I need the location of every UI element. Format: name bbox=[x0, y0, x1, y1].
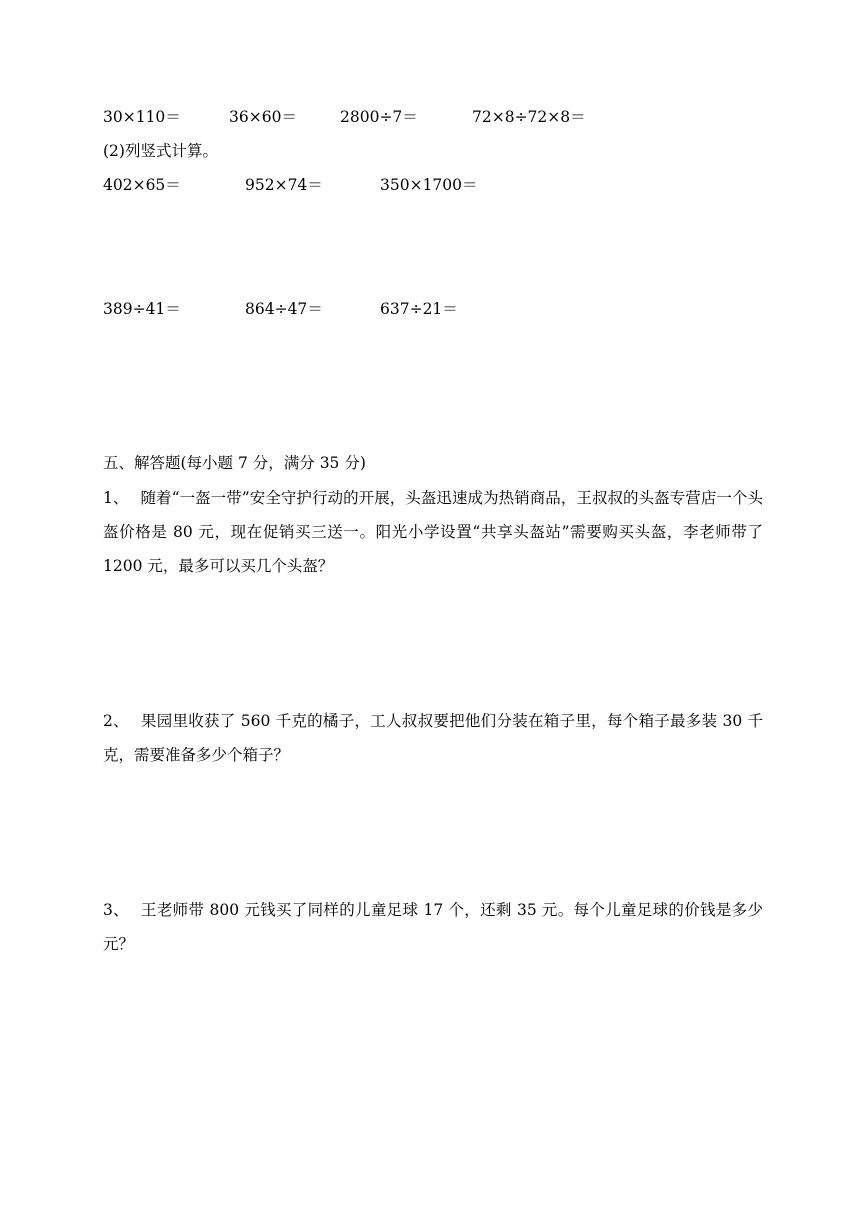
problem-3-number: 3、 bbox=[103, 901, 129, 919]
vertical-item-4: 389÷41＝ bbox=[103, 300, 181, 318]
oral-item-4: 72×8÷72×8＝ bbox=[472, 108, 586, 126]
problem-1 bbox=[103, 481, 763, 583]
section-5-heading: 五、解答题(每小题 7 分，满分 35 分) bbox=[103, 454, 366, 472]
problem-2-number: 2、 bbox=[103, 712, 129, 730]
vertical-item-1: 402×65＝ bbox=[103, 176, 181, 194]
oral-item-1: 30×110＝ bbox=[103, 108, 181, 126]
vertical-item-3: 350×1700＝ bbox=[380, 176, 478, 194]
vertical-item-5: 864÷47＝ bbox=[245, 300, 323, 318]
vertical-item-6: 637÷21＝ bbox=[380, 300, 458, 318]
problem-3-text: 王老师带 800 元钱买了同样的儿童足球 17 个，还剩 35 元。每个儿童足球的价钱是多少元？ bbox=[103, 901, 763, 953]
oral-item-2: 36×60＝ bbox=[229, 108, 297, 126]
problem-2 bbox=[103, 704, 763, 772]
problem-1-text: 随着“一盔一带”安全守护行动的开展，头盔迅速成为热销商品，王叔叔的头盔专营店一个头盔价格是 80 元，现在促销买三送一。阳光小学设置“共享头盔站”需要购买头盔，李老师带了 1200 元，最多可以买几个头盔？ bbox=[103, 489, 763, 575]
problem-2-text: 果园里收获了 560 千克的橘子，工人叔叔要把他们分装在箱子里，每个箱子最多装 30 千克，需要准备多少个箱子？ bbox=[103, 712, 763, 764]
problem-1-number: 1、 bbox=[103, 489, 129, 507]
problem-3 bbox=[103, 893, 763, 961]
vertical-item-2: 952×74＝ bbox=[245, 176, 323, 194]
oral-item-3: 2800÷7＝ bbox=[340, 108, 418, 126]
vertical-calc-heading: (2)列竖式计算。 bbox=[103, 142, 218, 160]
